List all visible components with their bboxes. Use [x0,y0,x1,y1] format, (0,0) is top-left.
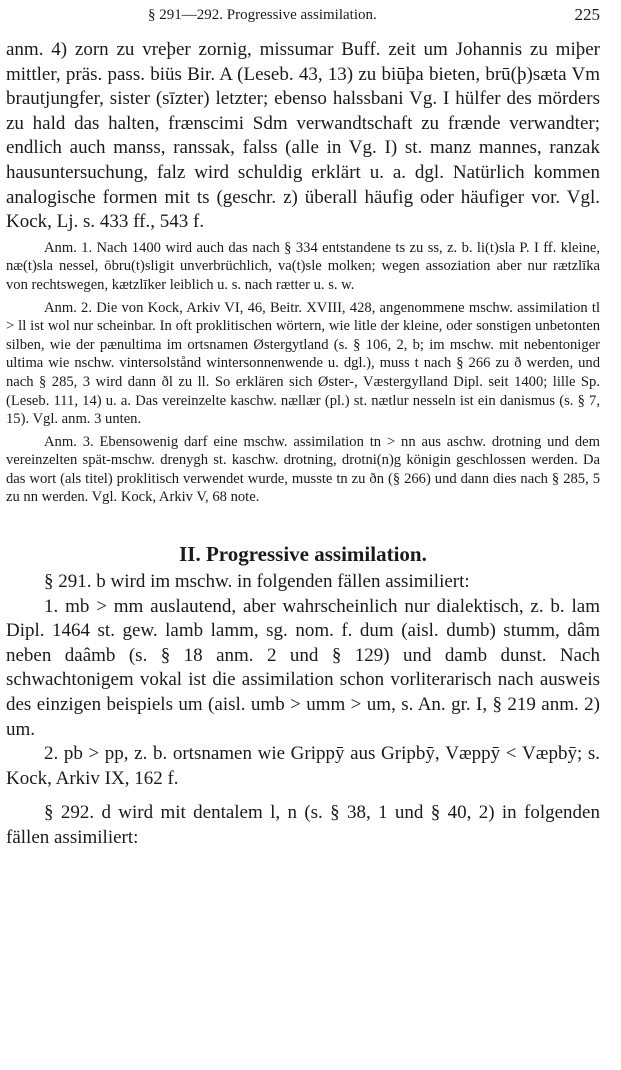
section-291-item-2: 2. pb > pp, z. b. ortsnamen wie Grippӯ aus Gripbӯ, Væppӯ < Væpbӯ; s. Kock, Arkiv IX, 162 f. [6,743,600,789]
paragraph-continuation: anm. 4) zorn zu vreþer zornig, missumar Buff. zeit um Johannis zu miþer mittler, präs. pass. biüs Bir. A (Leseb. 43, 13) zu biūþa bieten, brū(þ)sæta Vm brautjungfer, sister (sīzter) letzter; ebenso halssbani Vg. I hülfer des mörders zu hald das halten, frænscimi Sdm verwandtschaft zu frænde verwandter; endlich auch manss, ranssak, falss (alle in Vg. I) st. manz mannes, ranzak hausuntersuchung, falz wird schuldig erklärt u. a. dgl. Natürlich kommen analogische formen mit ts (geschr. z) überall häufig oder häufiger vor. Vgl. Kock, Lj. s. 433 ff., 543 f. [6,39,600,233]
footnote-anm-2: Anm. 2. Die von Kock, Arkiv VI, 46, Beitr. XVIII, 428, angenommene mschw. assimilation tl > ll ist wol nur scheinbar. In oft proklitischen wörtern, wie litle der kleine, oder sonstigen unbetonten silben, wie der pænultima im ortsnamen Østergytland (s. § 106, 2, b; im mschw. mit nebentoniger ultima wie nschw. vintersolstånd wintersonnenwende u. dgl.), muss t nach § 266 zu ð werden, und nach § 285, 3 wird dann ðl zu ll. So erklären sich Øster-, Væstergylland Dipl. seit 1400; lille Sp. (Leseb. 111, 14) u. a. Das vereinzelte kaschw. nællær (pl.) st. nætlur nesseln ist ein danismus (s. § 7, 15). Vgl. anm. 3 unten. [6,299,600,428]
book-page [6,0,600,1070]
section-heading: II. Progressive assimilation. [179,542,427,567]
section-292-lead: § 292. d wird mit dentalem l, n (s. § 38, 1 und § 40, 2) in folgenden fällen assimiliert: [6,802,600,848]
running-head-title: § 291—292. Progressive assimilation. [148,7,377,23]
running-head [6,4,600,26]
footnote-anm-3: Anm. 3. Ebensowenig darf eine mschw. assimilation tn > nn aus aschw. drotning und dem vereinzelten spät-mschw. drenygh st. kaschw. drotning, drotni(n)g königin geschlossen werden. Da das wort (als titel) proklitisch verwendet wurde, musste tn zu ðn (§ 266) und dann dies nach § 285, 5 zu nn werden. Vgl. Kock, Arkiv V, 68 note. [6,433,600,506]
section-291-intro: § 291. b wird im mschw. in folgenden fällen assimiliert: [44,571,470,593]
page-number: 225 [574,5,600,24]
page-body [6,38,600,851]
section-291-item-1: 1. mb > mm auslautend, aber wahrscheinlich nur dialektisch, z. b. lam Dipl. 1464 st. gew. lamb lamm, sg. nom. f. dum (aisl. dumb) stumm, dâm neben daâmb (s. § 18 anm. 2 und § 129) und damb dunst. Nach schwachtonigem vokal ist die assimilation schon vorliterarisch nach ausweis des einzigen beispiels um (aisl. umb > umm > um, s. An. gr. I, § 219 anm. 2) um. [6,595,600,740]
footnote-anm-1: Anm. 1. Nach 1400 wird auch das nach § 334 entstandene ts zu ss, z. b. li(t)sla P. I ff. kleine, næ(t)sla nessel, ōbru(t)sligit unverbrüchlich, va(t)sle molken; wegen assoziation aber nur rætzlīka von rechtswegen, kætzlīker leiblich u. s. nach rætter u. s. w. [6,239,600,293]
